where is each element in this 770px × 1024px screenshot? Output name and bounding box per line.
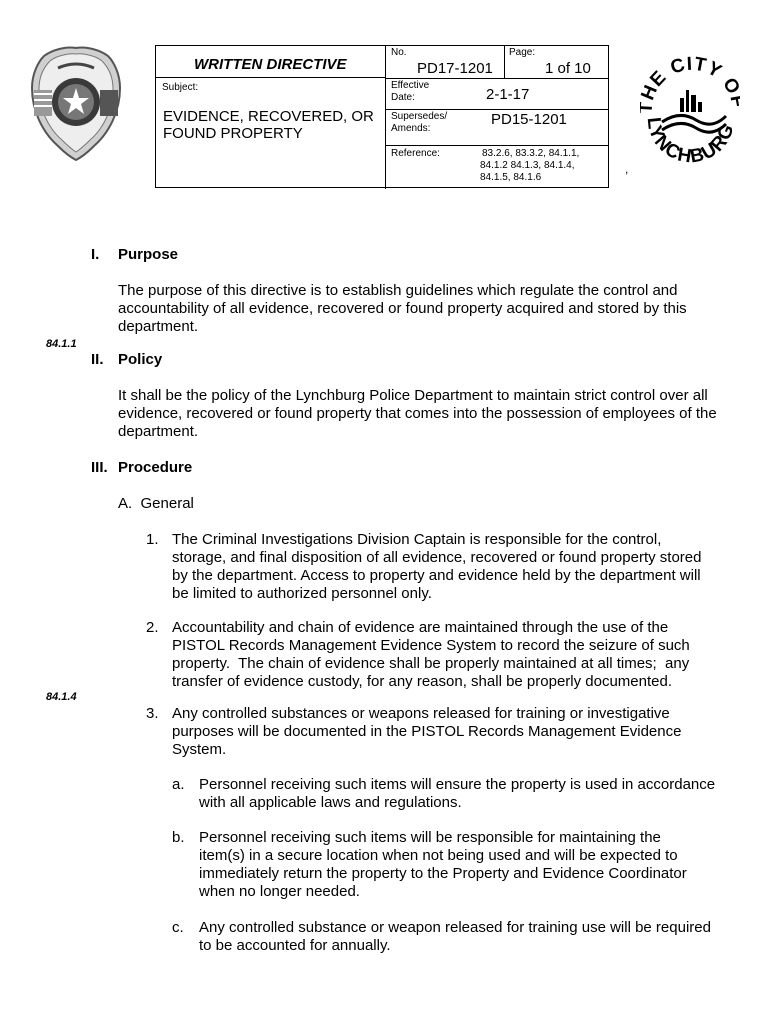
written-directive-title: WRITTEN DIRECTIVE — [194, 56, 347, 73]
reference-line-3: 84.1.5, 84.1.6 — [480, 172, 542, 183]
purpose-text-line-1: The purpose of this directive is to establish guidelines which regulate the control and — [118, 282, 678, 299]
item-3c-line-1: Any controlled substance or weapon released for training use will be required — [199, 919, 711, 936]
item-2-number: 2. — [146, 619, 159, 636]
logo-bottom-text: LYNCHBURG — [642, 116, 739, 168]
item-1-line-1: The Criminal Investigations Division Captain is responsible for the control, — [172, 531, 662, 548]
supersedes-value: PD15-1201 — [491, 111, 567, 128]
item-1-line-2: storage, and final disposition of all evidence, recovered or found property stored — [172, 549, 702, 566]
police-badge-icon — [28, 44, 124, 162]
supersedes-label: Supersedes/ — [391, 111, 448, 122]
item-1-number: 1. — [146, 531, 159, 548]
item-3-line-2: purposes will be documented in the PISTOL Records Management Evidence — [172, 723, 682, 740]
margin-reference-84-1-4: 84.1.4 — [46, 691, 77, 703]
logo-comma: , — [625, 162, 629, 176]
item-3-line-1: Any controlled substances or weapons released for training or investigative — [172, 705, 670, 722]
policy-number: II. — [91, 351, 104, 368]
item-2-line-3: property. The chain of evidence shall be properly maintained at all times; any — [172, 655, 690, 672]
subject-line-1: EVIDENCE, RECOVERED, OR — [163, 108, 374, 125]
purpose-text-line-3: department. — [118, 318, 199, 335]
item-3-line-3: System. — [172, 741, 227, 758]
city-logo — [640, 48, 740, 168]
item-3b-line-2: item(s) in a secure location when not being used and will be expected to — [199, 847, 678, 864]
item-3a-line-1: Personnel receiving such items will ensure the property is used in accordance — [199, 776, 716, 793]
subject-line-2: FOUND PROPERTY — [163, 125, 303, 142]
item-2-line-1: Accountability and chain of evidence are maintained through the use of the — [172, 619, 669, 636]
effective-date: 2-1-17 — [486, 86, 530, 103]
margin-reference-84-1-1: 84.1.1 — [46, 338, 77, 350]
item-3-number: 3. — [146, 705, 159, 722]
procedure-heading: Procedure — [118, 459, 193, 476]
item-1-line-3: by the department. Access to property and evidence held by the department will — [172, 567, 701, 584]
item-3b-letter: b. — [172, 829, 185, 846]
effective-label-date: Date: — [391, 92, 415, 103]
svg-text:THE CITY OF — [640, 54, 740, 115]
logo-top-text: E CITY — [646, 53, 726, 91]
general-subheading: A. General — [118, 495, 194, 512]
item-2-line-4: transfer of evidence custody, for any reason, shall be properly documented. — [172, 673, 673, 690]
policy-text-line-3: department. — [118, 423, 199, 440]
item-3b-line-4: when no longer needed. — [199, 883, 360, 900]
purpose-text-line-2: accountability of all evidence, recovered or found property acquired and stored by this — [118, 300, 687, 317]
policy-text-line-2: evidence, recovered or found property that comes into the possession of employees of the — [118, 405, 717, 422]
city-seal-icon — [640, 48, 740, 168]
purpose-heading: Purpose — [118, 246, 179, 263]
item-3b-line-1: Personnel receiving such items will be responsible for maintaining the — [199, 829, 661, 846]
page-count: 1 of 10 — [545, 60, 591, 77]
item-1-line-4: be limited to authorized personnel only. — [172, 585, 432, 602]
amends-label: Amends: — [391, 123, 431, 134]
item-3c-letter: c. — [172, 919, 184, 936]
subject-label: Subject: — [162, 82, 199, 93]
no-label: No. — [391, 47, 407, 58]
effective-label: Effective — [391, 80, 430, 91]
reference-label: Reference: — [391, 148, 440, 159]
procedure-number: III. — [91, 459, 108, 476]
item-3a-line-2: with all applicable laws and regulations. — [199, 794, 462, 811]
item-3a-letter: a. — [172, 776, 185, 793]
purpose-number: I. — [91, 246, 100, 263]
reference-line-2: 84.1.2 84.1.3, 84.1.4, — [480, 160, 575, 171]
directive-number: PD17-1201 — [417, 60, 493, 77]
item-3c-line-2: to be accounted for annually. — [199, 937, 391, 954]
item-2-line-2: PISTOL Records Management Evidence System to record the seizure of such — [172, 637, 690, 654]
policy-heading: Policy — [118, 351, 163, 368]
policy-text-line-1: It shall be the policy of the Lynchburg Police Department to maintain strict control over all — [118, 387, 708, 404]
reference-line-1: 83.2.6, 83.3.2, 84.1.1, — [482, 148, 580, 159]
item-3b-line-3: immediately return the property to the Property and Evidence Coordinator — [199, 865, 687, 882]
page-label: Page: — [509, 47, 536, 58]
